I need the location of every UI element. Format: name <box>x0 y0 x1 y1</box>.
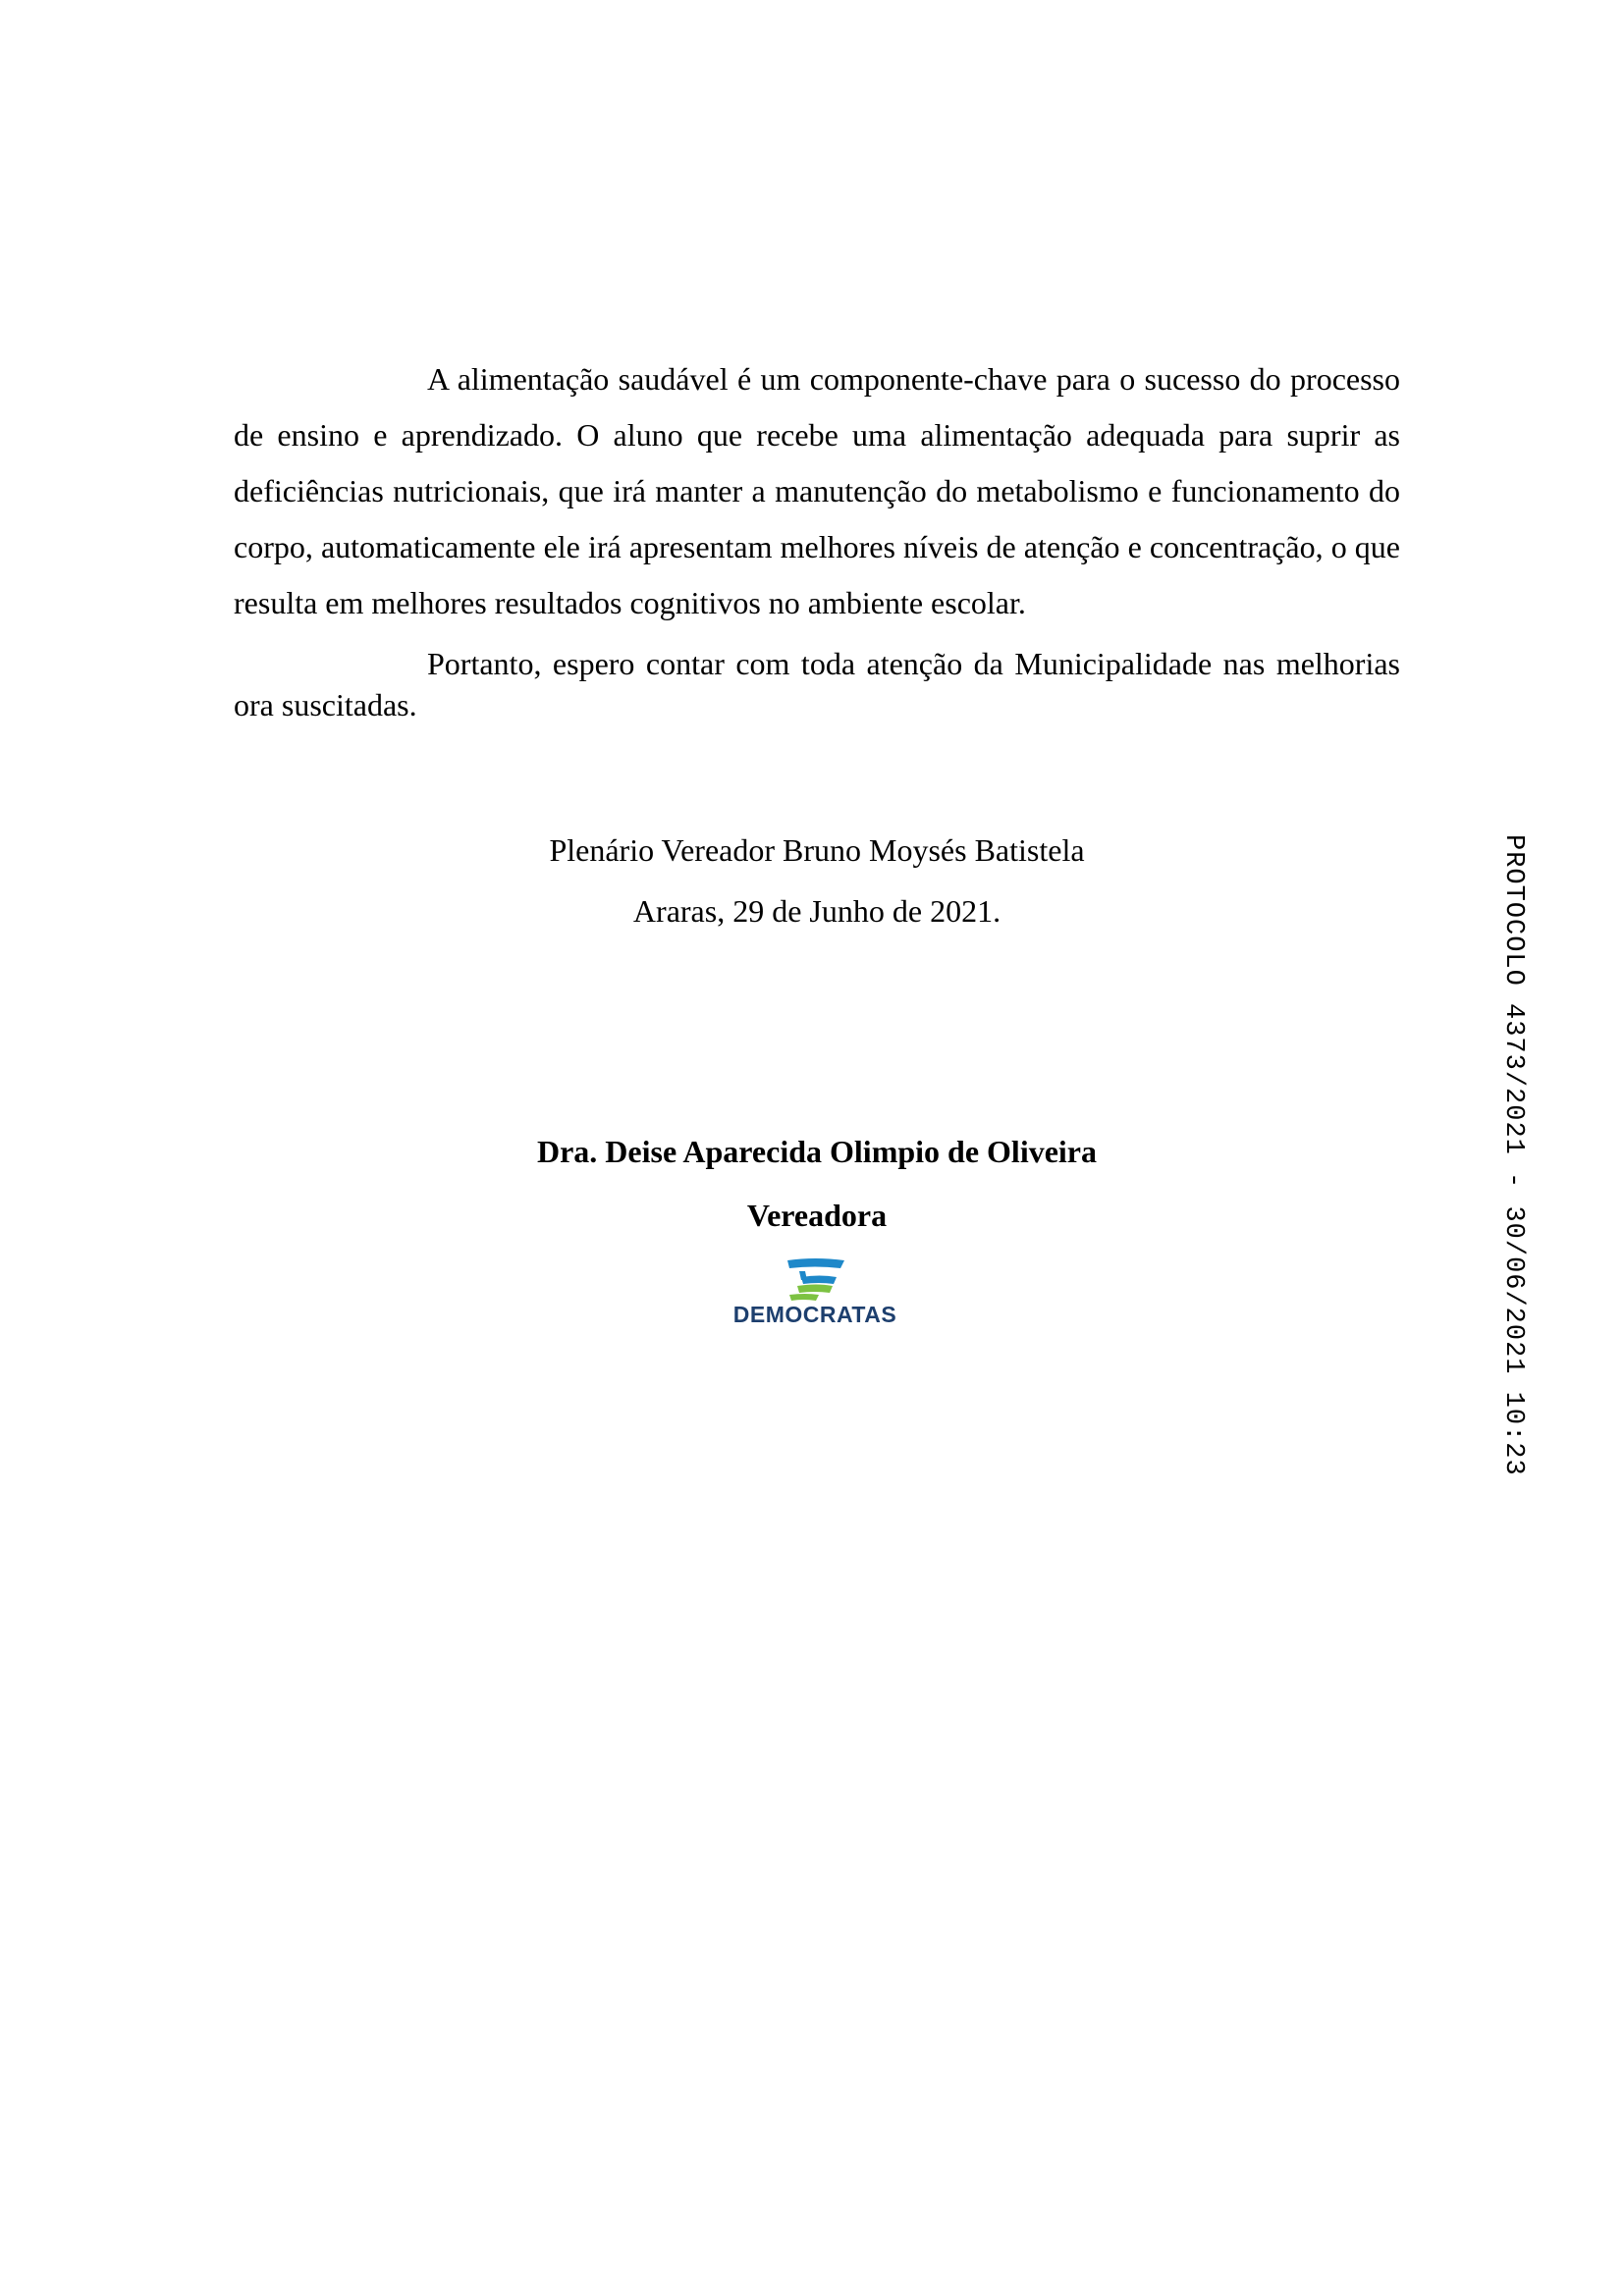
protocol-stamp: PROTOCOLO 4373/2021 - 30/06/2021 10:23 <box>1498 834 1528 1476</box>
logo-text: DEMOCRATAS <box>732 1302 897 1327</box>
document-body <box>234 351 1400 725</box>
signer-name: Dra. Deise Aparecida Olimpio de Oliveira <box>536 1134 1097 1169</box>
paragraph-healthy-eating: A alimentação saudável é um componente-chave para o sucesso do processo de ensino e aprendizado. O aluno que recebe uma alimentação adequada para suprir as deficiências nutricionais, que irá manter a manutenção do metabolismo e funcionamento do corpo, automaticamente ele irá apresentam melhores níveis de atenção e concentração, o que resulta em melhores resultados cognitivos no ambiente escolar. <box>234 361 1400 620</box>
democratas-logo <box>727 1256 903 1327</box>
democratas-logo-icon <box>727 1256 903 1302</box>
paragraph-conclusion: Portanto, espero contar com toda atenção da Municipalidade nas melhorias ora suscitadas. <box>234 646 1400 722</box>
plenary-name: Plenário Vereador Bruno Moysés Batistela <box>549 832 1085 868</box>
document-date: Araras, 29 de Junho de 2021. <box>632 893 1001 929</box>
signer-role: Vereadora <box>746 1198 888 1233</box>
